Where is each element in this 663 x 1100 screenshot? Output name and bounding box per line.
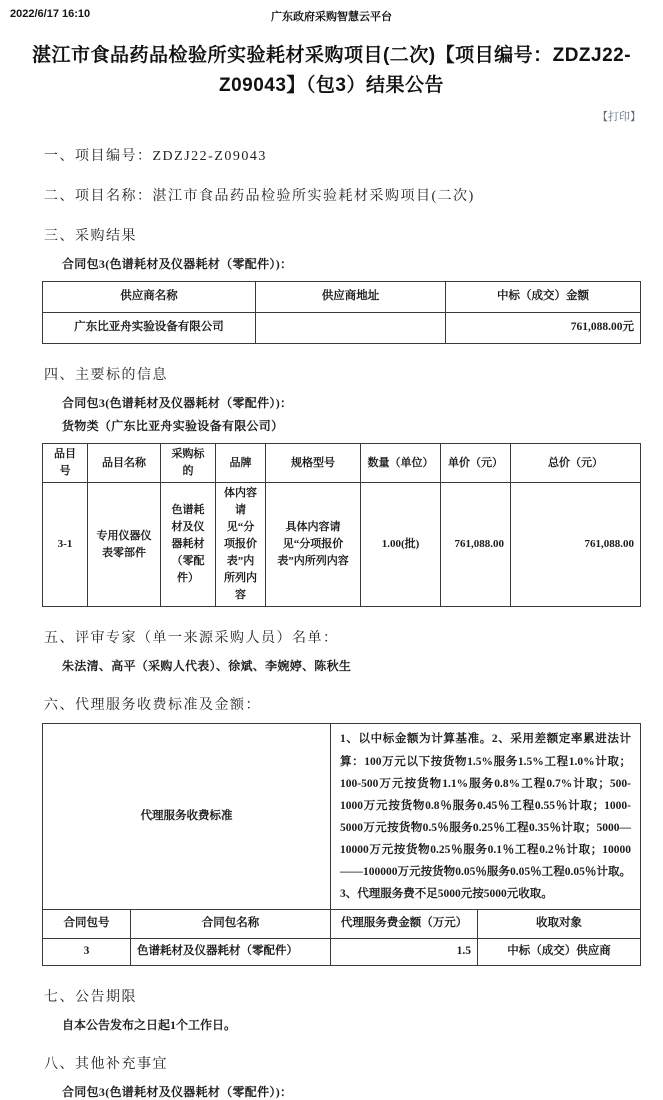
table-row bbox=[43, 483, 641, 607]
col-header-charged-party: 收取对象 bbox=[478, 910, 641, 939]
fee-standard-row bbox=[43, 724, 641, 910]
table-row bbox=[43, 313, 641, 344]
col-header-package-name: 合同包名称 bbox=[131, 910, 331, 939]
print-header bbox=[0, 0, 663, 24]
section-4-main-subject-info: 四、主要标的信息 bbox=[44, 368, 168, 383]
spec-model-cell: 具体内容请见“分项报价表”内所列内容 bbox=[266, 483, 361, 607]
section-8-package-line: 合同包3(色谱耗材及仪器耗材（零配件）)： bbox=[62, 1085, 293, 1100]
subject-cell: 色谱耗材及仪器耗材（零配件） bbox=[161, 483, 216, 607]
award-amount-cell: 761,088.00元 bbox=[446, 313, 641, 344]
section-4-package-line: 合同包3(色谱耗材及仪器耗材（零配件）)： bbox=[62, 396, 293, 410]
table-row bbox=[43, 939, 641, 966]
agency-fee-table bbox=[42, 723, 641, 966]
section-8-other-matters: 八、其他补充事宜 bbox=[44, 1057, 168, 1073]
col-header-total-price: 总价（元） bbox=[511, 444, 641, 483]
section-6-agency-fee: 六、代理服务收费标准及金额： bbox=[44, 698, 261, 714]
col-header-fee-amount: 代理服务费金额（万元） bbox=[331, 910, 478, 939]
print-button[interactable]: 【打印】 bbox=[597, 111, 641, 123]
col-header-quantity: 数量（单位） bbox=[361, 444, 441, 483]
print-header-site-name: 广东政府采购智慧云平台 bbox=[270, 11, 392, 23]
col-header-item-no: 品目号 bbox=[43, 444, 88, 483]
expert-names: 朱法清、高平（采购人代表）、徐斌、李婉婷、陈秋生 bbox=[62, 659, 352, 674]
col-header-item-name: 品目名称 bbox=[88, 444, 161, 483]
print-button-row bbox=[0, 107, 663, 125]
package-no-cell: 3 bbox=[43, 939, 131, 966]
col-header-brand: 品牌 bbox=[216, 444, 266, 483]
section-3-package-line: 合同包3(色谱耗材及仪器耗材（零配件）)： bbox=[62, 257, 293, 271]
section-7-announcement-period: 七、公告期限 bbox=[44, 990, 137, 1006]
quantity-cell: 1.00(批) bbox=[361, 483, 441, 607]
col-header-package-no: 合同包号 bbox=[43, 910, 131, 939]
col-header-unit-price: 单价（元） bbox=[441, 444, 511, 483]
col-header-subject: 采购标的 bbox=[161, 444, 216, 483]
col-header-supplier-name: 供应商名称 bbox=[43, 282, 256, 313]
total-price-cell: 761,088.00 bbox=[511, 483, 641, 607]
col-header-award-amount: 中标（成交）金额 bbox=[446, 282, 641, 313]
unit-price-cell: 761,088.00 bbox=[441, 483, 511, 607]
table-header-row bbox=[43, 282, 641, 313]
fee-standard-label: 代理服务收费标准 bbox=[43, 724, 331, 910]
package-name-cell: 色谱耗材及仪器耗材（零配件） bbox=[131, 939, 331, 966]
fee-standard-text: 1、以中标金额为计算基准。2、采用差额定率累进法计算：100万元以下按货物1.5%服务1.5%工程1.0%计取；100-500万元按货物1.1%服务0.8%工程0.7%计取；500-1000万元按货物0.8％服务0.45％工程0.55％计取；1000-5000万元按货物0.5％服务0.25％工程0.35％计取；5000—10000万元按货物0.25％服务0.1％工程0.2％计取；10000——100000万元按货物0.05％服务0.05％工程0.05％计取。3、代理服务费不足5000元按5000元收取。 bbox=[331, 724, 641, 910]
supplier-result-table bbox=[42, 281, 641, 344]
item-name-cell: 专用仪器仪表零部件 bbox=[88, 483, 161, 607]
charged-party-cell: 中标（成交）供应商 bbox=[478, 939, 641, 966]
item-detail-table bbox=[42, 443, 641, 607]
print-header-datetime: 2022/6/17 16:10 bbox=[10, 8, 91, 20]
section-1-project-number: 一、项目编号：ZDZJ22-Z09043 bbox=[44, 149, 267, 164]
section-4-category-line: 货物类（广东比亚舟实验设备有限公司） bbox=[62, 419, 284, 433]
supplier-name-cell: 广东比亚舟实验设备有限公司 bbox=[43, 313, 256, 344]
table-header-row bbox=[43, 910, 641, 939]
col-header-spec-model: 规格型号 bbox=[266, 444, 361, 483]
brand-cell: 体内容请见“分项报价表”内所列内容 bbox=[216, 483, 266, 607]
section-5-expert-list: 五、评审专家（单一来源采购人员）名单： bbox=[44, 631, 339, 647]
item-no-cell: 3-1 bbox=[43, 483, 88, 607]
col-header-supplier-address: 供应商地址 bbox=[256, 282, 446, 313]
page-title: 湛江市食品药品检验所实验耗材采购项目(二次)【项目编号：ZDZJ22-Z09043】（包3）结果公告 bbox=[31, 45, 632, 96]
supplier-address-cell bbox=[256, 313, 446, 344]
announcement-period-text: 自本公告发布之日起1个工作日。 bbox=[62, 1018, 237, 1033]
section-3-procurement-result: 三、采购结果 bbox=[44, 229, 137, 244]
fee-amount-cell: 1.5 bbox=[331, 939, 478, 966]
table-header-row bbox=[43, 444, 641, 483]
section-2-project-name: 二、项目名称：湛江市食品药品检验所实验耗材采购项目(二次) bbox=[44, 189, 475, 204]
